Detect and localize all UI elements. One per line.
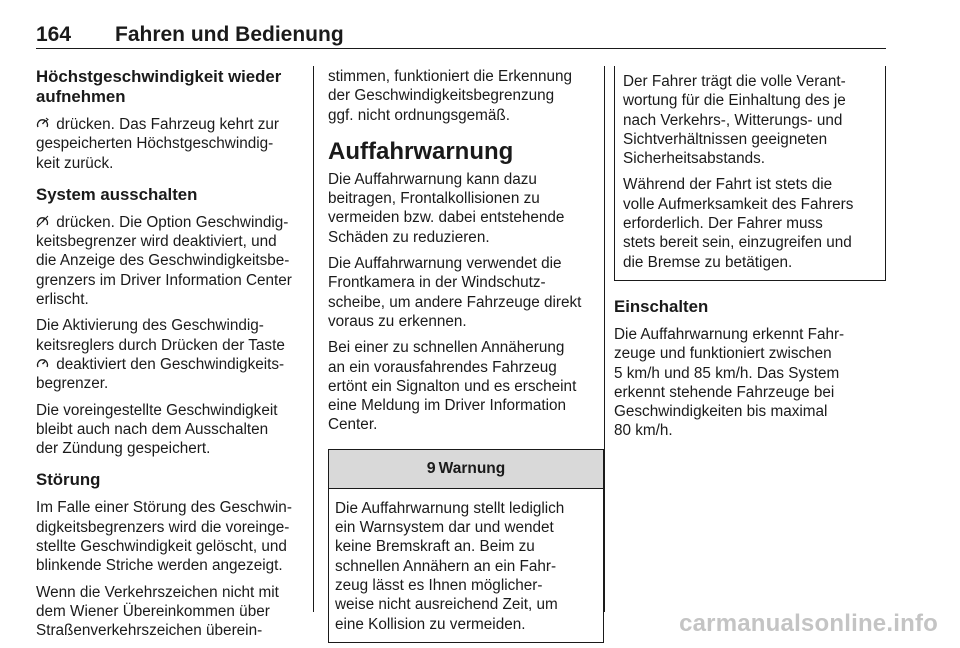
section-title-off: System ausschalten — [36, 184, 198, 204]
column-divider-2 — [604, 66, 605, 612]
page-title: Fahren und Bedienung — [115, 23, 344, 46]
warning-text: Die Auffahrwarnung stellt lediglich ein Warnsystem dar und wendet keine Bremskraft an. Beim zu schnellen Annähern an ein Fahr- zeug lässt es Ihnen möglicher- weise nicht ausreichend Zeit, um eine Kollision zu vermeiden. — [335, 499, 565, 633]
section-title-collision: Auffahrwarnung — [328, 137, 514, 165]
column-2 — [328, 67, 594, 643]
warning-title: Warnung — [438, 460, 506, 478]
header-rule — [36, 48, 886, 49]
speed-resume-icon — [36, 117, 49, 130]
warning-box — [328, 449, 604, 643]
section-title-resume: Höchstgeschwindigkeit wieder aufnehmen — [36, 67, 282, 106]
paragraph-activate: Die Auffahrwarnung erkennt Fahr- zeuge und funktioniert zwischen 5 km/h und 85 km/h. Das System erkennt stehende Fahrzeuge bei Geschwindigkeiten bis maximal 80 km/h. — [614, 325, 845, 440]
watermark: carmanualsonline.info — [679, 610, 938, 637]
warning-header — [329, 450, 603, 489]
warning-text-responsibility: Der Fahrer trägt die volle Verant- wortung für die Einhaltung des je nach Verkehrs-, Witterungs- und Sichtverhältnissen geeigneten Sicherheitsabstands. — [623, 73, 846, 168]
paragraph-stored: Die voreingestellte Geschwindigkeit bleibt auch nach dem Ausschalten der Zündung gespeichert. — [36, 401, 278, 458]
paragraph-collision-3: Bei einer zu schnellen Annäherung an ein vorausfahrendes Fahrzeug ertönt ein Signalton und es erscheint eine Meldung im Driver Information Center. — [328, 339, 577, 434]
paragraph-collision-2: Die Auffahrwarnung verwendet die Frontkamera in der Windschutz- scheibe, um andere Fahrzeuge direkt voraus zu erkennen. — [328, 255, 582, 330]
section-title-activate: Einschalten — [614, 296, 709, 316]
paragraph-fault: Im Falle einer Störung des Geschwin- digkeitsbegrenzers wird die voreinge- stellte Geschwindigkeit gelöscht, und blinkende Striche werden angezeigt. — [36, 499, 292, 575]
paragraph-resume: drücken. Das Fahrzeug kehrt zur gespeicherten Höchstgeschwindig- keit zurück. — [36, 116, 280, 172]
limiter-off-icon — [36, 215, 49, 228]
page-header — [36, 18, 886, 50]
column-3 — [614, 66, 890, 448]
warning-text-attention: Während der Fahrt ist stets die volle Aufmerksamkeit des Fahrers erforderlich. Der Fahrer muss stets bereit sein, einzugreifen und die Bremse zu betätigen. — [623, 176, 854, 271]
column-divider-1 — [313, 66, 314, 612]
paragraph-signs: Wenn die Verkehrszeichen nicht mit dem Wiener Übereinkommen über Straßenverkehrszeichen überein- — [36, 583, 279, 640]
cruise-control-icon — [36, 357, 49, 370]
paragraph-cruise: Die Aktivierung des Geschwindig- keitsreglers durch Drücken der Taste deaktiviert den Geschwindigkeits- begrenzer. — [36, 317, 285, 393]
column-1 — [36, 67, 308, 648]
warning-icon: 9 — [426, 460, 436, 478]
paragraph-collision-1: Die Auffahrwarnung kann dazu beitragen, Frontalkollisionen zu vermeiden bzw. dabei entstehende Schäden zu reduzieren. — [328, 170, 565, 246]
warning-box-continued — [614, 66, 886, 281]
page-number: 164 — [36, 23, 72, 46]
paragraph-off: drücken. Die Option Geschwindig- keitsbegrenzer wird deaktiviert, und die Anzeige des Geschwindigkeitsbe- grenzers im Driver Information Center erlischt. — [36, 213, 292, 309]
section-title-fault: Störung — [36, 470, 101, 490]
paragraph-continued: stimmen, funktioniert die Erkennung der Geschwindigkeitsbegrenzung ggf. nicht ordnungsgemäß. — [328, 68, 573, 124]
